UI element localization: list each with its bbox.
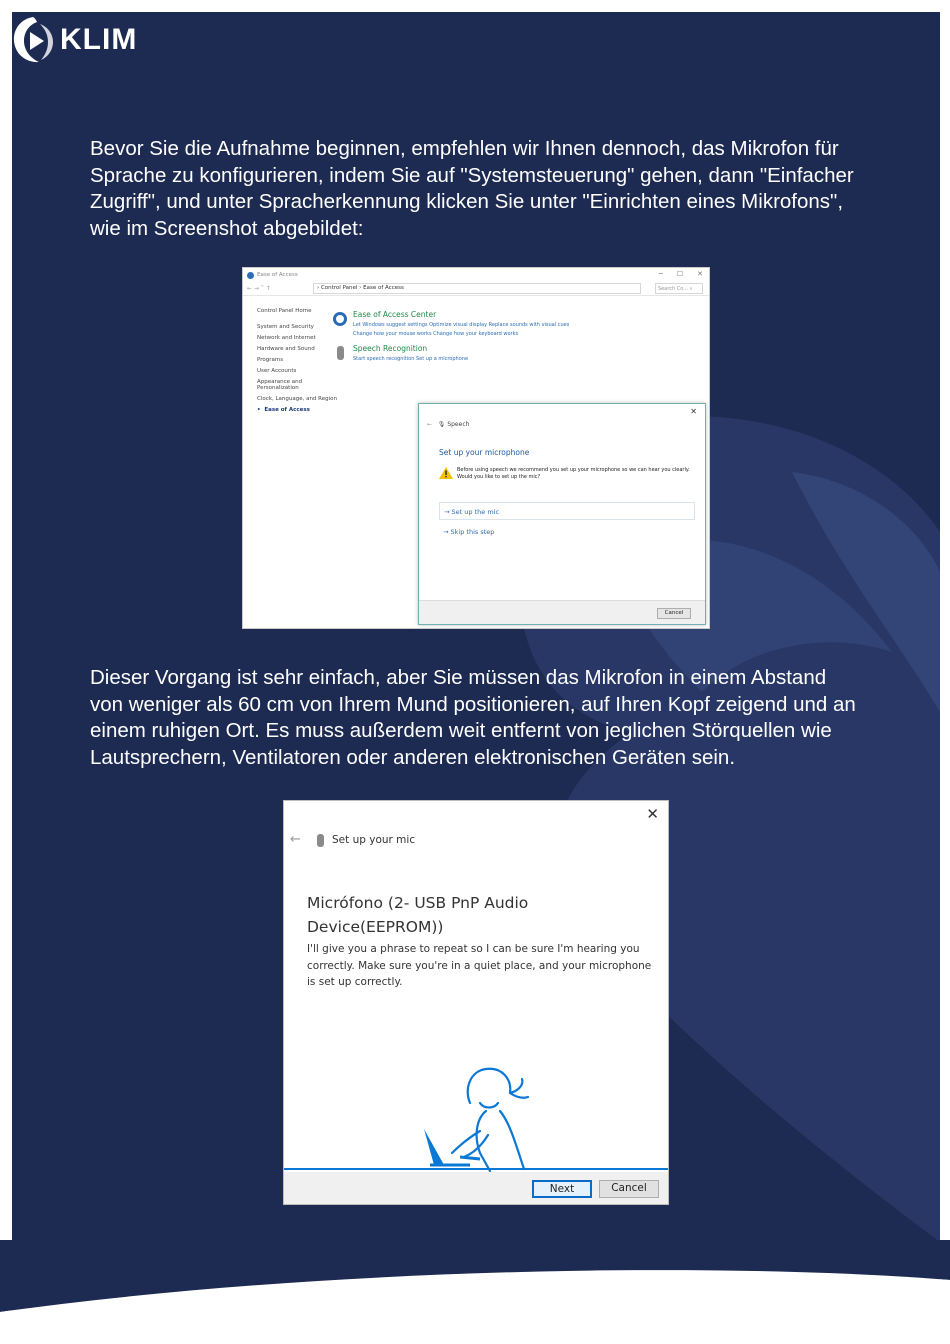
search-input[interactable]: Search Co... ⌕ (655, 283, 703, 294)
category-title[interactable]: Ease of Access Center (353, 310, 437, 319)
microphone-icon (337, 346, 344, 360)
dialog-title: Set up your microphone (439, 448, 530, 457)
warning-icon (439, 467, 453, 479)
sidebar-item-label: Ease of Access (264, 407, 310, 413)
maximize-icon[interactable]: ☐ (676, 270, 684, 278)
close-icon[interactable]: ✕ (697, 270, 703, 278)
intro-paragraph: Bevor Sie die Aufnahme beginnen, empfehlen wir Ihnen dennoch, das Mikrofon für Sprache zu konfigurieren, indem Sie auf "Systemsteuerung" gehen, dann "Einfacher Zugriff", und unter Spracherkennung klicken Sie unter "Einrichten eines Mikrofons", wie im Screenshot abgebildet: (90, 137, 854, 240)
wizard-description: I'll give you a phrase to repeat so I can be sure I'm hearing you correctly. Make sure you're in a quiet place, and your microphone is set up correctly. (307, 943, 652, 988)
cancel-button[interactable]: Cancel (599, 1180, 659, 1198)
sidebar-item-security[interactable]: System and Security (257, 323, 314, 330)
dialog-header (427, 421, 469, 428)
address-bar (243, 282, 709, 296)
sidebar-item-network[interactable]: Network and Internet (257, 334, 316, 341)
window-titlebar (243, 268, 709, 282)
sidebar (257, 308, 337, 418)
dialog-warning-text: Before using speech we recommend you set up your microphone so we can hear you clearly. Would you like to set up the mic? (457, 467, 690, 480)
sidebar-item-hardware[interactable]: Hardware and Sound (257, 345, 315, 352)
device-name: Micrófono (2- USB PnP Audio Device(EEPROM)) (307, 894, 529, 936)
instructions-paragraph: Dieser Vorgang ist sehr einfach, aber Sie müssen das Mikrofon in einem Abstand von weniger als 60 cm von Ihrem Mund positionieren, auf Ihren Kopf zeigend und an einem ruhigen Ort. Es muss außerdem weit entfernt von jeglichen Störquellen wie Lautsprechern, Ventilatoren oder anderen elektronischen Geräten sein. (90, 666, 856, 769)
window-title: Ease of Access (257, 272, 298, 278)
mic-small-icon: 🎙 (437, 421, 446, 428)
cancel-button[interactable]: Cancel (657, 608, 691, 619)
category-link-row[interactable]: Let Windows suggest settings Optimize visual display Replace sounds with visual cues (353, 322, 570, 328)
nav-arrows-icon[interactable]: ← → ˅ ↑ (247, 285, 271, 292)
arrow-right-icon: → (444, 508, 450, 516)
sidebar-item-clock[interactable]: Clock, Language, and Region (257, 396, 338, 402)
minimize-icon[interactable]: ─ (658, 270, 663, 278)
wizard-header: Set up your mic (332, 834, 416, 846)
category-speech-recognition (353, 344, 468, 364)
dialog-header-label: Speech (447, 421, 470, 428)
mic-setup-screenshot (283, 800, 669, 1205)
klim-logo (10, 14, 137, 66)
close-icon[interactable]: ✕ (646, 805, 659, 823)
back-arrow-icon[interactable]: ← (427, 421, 433, 428)
option-label: Skip this step (450, 528, 495, 536)
back-arrow-icon[interactable]: ← (290, 832, 301, 847)
speech-dialog (418, 403, 706, 625)
setup-mic-option[interactable] (439, 502, 695, 520)
sidebar-item-user-accounts[interactable]: User Accounts (257, 367, 297, 374)
sidebar-item-programs[interactable]: Programs (257, 356, 284, 363)
page-footer-curve (0, 1240, 950, 1344)
control-panel-screenshot (242, 267, 710, 629)
wizard-footer (284, 1172, 668, 1205)
category-links (353, 321, 569, 339)
arrow-right-icon: → (443, 528, 449, 536)
klim-logo-icon (10, 14, 56, 66)
sidebar-item-ease-of-access[interactable]: • Ease of Access (257, 407, 310, 413)
klim-logo-text: KLIM (60, 23, 138, 56)
skip-step-option[interactable] (439, 526, 498, 538)
window-controls (659, 270, 703, 278)
close-icon[interactable]: ✕ (690, 407, 697, 416)
ease-of-access-icon (333, 312, 347, 326)
next-button[interactable]: Next (532, 1180, 592, 1198)
category-title[interactable]: Speech Recognition (353, 344, 428, 353)
category-link-row[interactable]: Start speech recognition Set up a microphone (353, 356, 469, 362)
category-links (353, 355, 468, 364)
dialog-footer (419, 600, 705, 624)
sidebar-item-appearance[interactable]: Appearance and Personalization (257, 378, 303, 391)
category-link-row[interactable]: Change how your mouse works Change how your keyboard works (353, 331, 519, 337)
breadcrumb[interactable]: › Control Panel › Ease of Access (317, 285, 404, 291)
control-panel-icon (247, 272, 254, 279)
microphone-icon (317, 834, 324, 847)
option-label: Set up the mic (451, 508, 500, 516)
category-ease-of-access-center (353, 310, 569, 339)
person-at-laptop-illustration (284, 1061, 669, 1173)
sidebar-item-home[interactable]: Control Panel Home (257, 308, 312, 314)
